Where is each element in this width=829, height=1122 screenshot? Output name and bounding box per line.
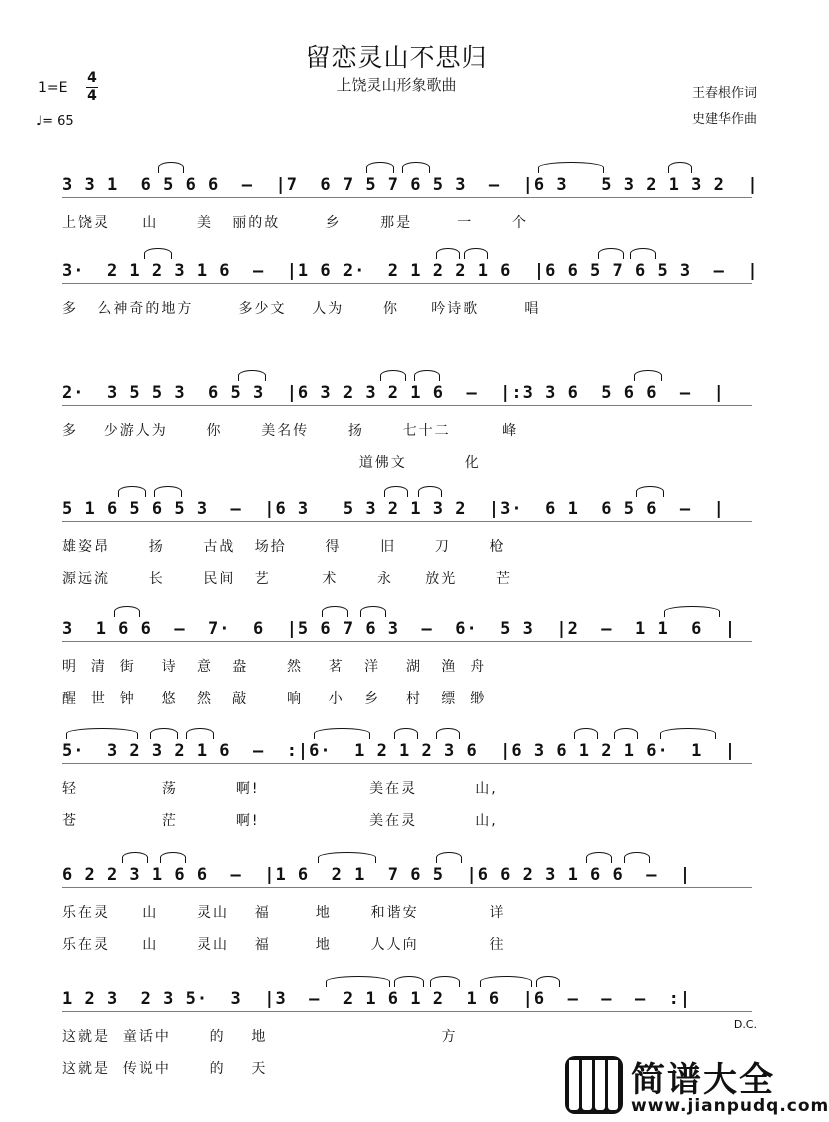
slur [634,370,662,381]
score-row [0,738,793,848]
slur [360,606,386,617]
slur [636,486,664,497]
site-logo[interactable] [565,1052,829,1118]
score-row [0,258,793,368]
slur [150,728,178,739]
lyric-verse-1: 多 么神奇的地方 多少文 人为 你 吟诗歌 唱 [62,301,541,317]
slur [464,248,488,259]
slur [418,486,442,497]
slur [158,162,184,173]
lyric-verse-2: 这就是 传说中 的 天 [62,1061,268,1077]
time-signature-top: 4 [87,70,97,86]
lyricist-credit: 王春根作词 [691,86,757,101]
lyric-verse-1: 明 清 街 诗 意 盎 然 茗 洋 湖 渔 舟 [62,659,487,675]
slur [122,852,148,863]
notation-line: 2· 3 5 5 3 6 5 3 |6 3 2 3 2 1 6 – |:3 3 6 5 6 6 – | [62,383,725,403]
slur [436,852,462,863]
score-row [0,616,793,726]
slur [322,606,348,617]
lyric-verse-2: 乐在灵 山 灵山 福 地 人人向 往 [62,937,506,953]
slur [384,486,408,497]
lyric-verse-2: 道佛文 化 [62,455,481,471]
piano-keys-icon [565,1056,623,1114]
slur [118,486,146,497]
score-row [0,862,793,972]
slur [574,728,598,739]
slur [538,162,604,173]
slur [624,852,650,863]
slur [366,162,394,173]
slur [394,976,424,987]
slur [436,248,460,259]
notation-line: 3· 2 1 2 3 1 6 – |1 6 2· 2 1 2 2 1 6 |6 6 5 7 6 5 3 – | [62,261,759,281]
slur [536,976,560,987]
beam-line [62,521,752,524]
slur [614,728,638,739]
slur [660,728,716,739]
notation-line: 3 1 6 6 – 7· 6 |5 6 7 6 3 – 6· 5 3 |2 – 1 1 6 | [62,619,737,639]
slur [430,976,460,987]
slur [480,976,532,987]
slur [238,370,266,381]
beam-line [62,887,752,890]
slur [66,728,138,739]
slur [114,606,140,617]
slur [160,852,186,863]
beam-line [62,1011,752,1014]
notation-line: 3 3 1 6 5 6 6 – |7 6 7 5 7 6 5 3 – |6 3 5 3 2 1 3 2 | [62,175,759,195]
song-subtitle: 上饶灵山形象歌曲 [336,76,457,94]
slur [598,248,624,259]
lyric-verse-2: 醒 世 钟 悠 然 敲 响 小 乡 村 缥 缈 [62,691,487,707]
slur [326,976,390,987]
key-signature: 1=E [38,80,68,96]
slur [318,852,376,863]
score-row [0,380,793,490]
slur [154,486,182,497]
notation-line: 5 1 6 5 6 5 3 – |6 3 5 3 2 1 3 2 |3· 6 1 6 5 6 – | [62,499,725,519]
composer-credit: 史建华作曲 [691,112,757,127]
slur [664,606,720,617]
da-capo-marking: D.C. [733,1018,757,1031]
slur [380,370,406,381]
score-row [0,496,793,606]
slur [436,728,460,739]
lyric-verse-2: 苍 茫 啊! 美在灵 山, [62,813,498,829]
slur [586,852,612,863]
lyric-verse-1: 轻 荡 啊! 美在灵 山, [62,781,498,797]
lyric-verse-1: 这就是 童话中 的 地 方 [62,1029,458,1045]
beam-line [62,197,752,200]
song-title: 留恋灵山不思归 [305,43,488,72]
slur [668,162,692,173]
slur [144,248,172,259]
notation-line: 5· 3 2 3 2 1 6 – :|6· 1 2 1 2 3 6 |6 3 6 1 2 1 6· 1 | [62,741,737,761]
logo-url: www.jianpudq.com [631,1096,829,1116]
slur [630,248,656,259]
time-signature-bottom: 4 [87,88,97,104]
notation-line: 1 2 3 2 3 5· 3 |3 – 2 1 6 1 2 1 6 |6 – – – :| [62,989,692,1009]
lyric-verse-1: 乐在灵 山 灵山 福 地 和谐安 详 [62,905,506,921]
beam-line [62,405,752,408]
beam-line [62,641,752,644]
notation-line: 6 2 2 3 1 6 6 – |1 6 2 1 7 6 5 |6 6 2 3 1 6 6 – | [62,865,692,885]
beam-line [62,763,752,766]
beam-line [62,283,752,286]
logo-text: 简谱大全 [631,1060,775,1100]
lyric-verse-1: 多 少游人为 你 美名传 扬 七十二 峰 [62,423,519,439]
lyric-verse-2: 源远流 长 民间 艺 术 永 放光 芒 [62,571,513,587]
slur [186,728,214,739]
lyric-verse-1: 雄姿昂 扬 古战 场拾 得 旧 刀 枪 [62,539,506,555]
slur [414,370,440,381]
slur [402,162,430,173]
slur [314,728,370,739]
slur [394,728,418,739]
lyric-verse-1: 上饶灵 山 美 丽的故 乡 那是 一 个 [62,215,529,231]
tempo-marking: ♩= 65 [36,114,74,129]
